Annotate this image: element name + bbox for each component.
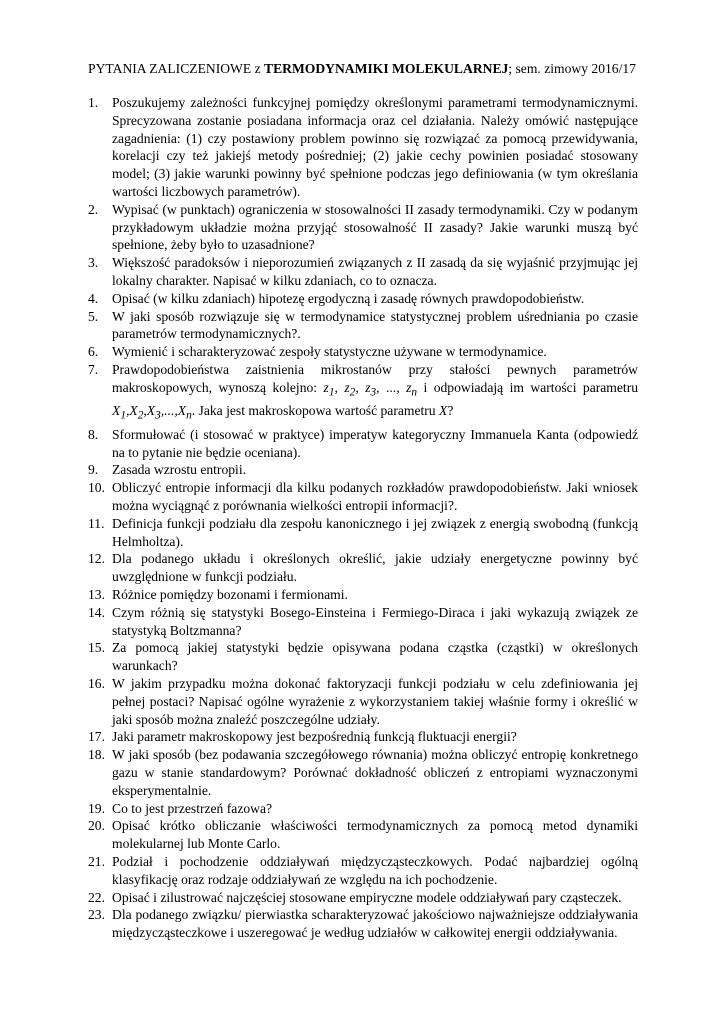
question-text: Opisać i zilustrować najczęściej stosowane empiryczne modele oddziaływań pary cząsteczek. bbox=[112, 889, 622, 905]
question-text: Czym różnią się statystyki Bosego-Einsteina i Fermiego-Diraca i jaki wykazują związek ze statystyką Boltzmanna? bbox=[112, 604, 638, 638]
question-number: 21. bbox=[88, 853, 105, 869]
question-number: 3. bbox=[88, 255, 99, 271]
question-text: Obliczyć entropie informacji dla kilku podanych rozkładów prawdopodobieństw. Jaki wniosek można wyciągnąć z porównania wielkości entropii informacji?. bbox=[112, 480, 638, 513]
question-text: Różnice pomiędzy bozonami i fermionami. bbox=[112, 586, 348, 602]
question-text: Większość paradoksów i nieporozumień związanych z II zasadą da się wyjaśnić przyjmując jej lokalny charakter. Napisać w kilku zdaniach, co to oznacza. bbox=[112, 255, 638, 288]
question-text: Wypisać (w punktach) ograniczenia w stosowalności II zasady termodynamiki. Czy w podanym przykładowym układzie można przyjąć stosowalność II zasady? Jakie warunki muszą być spełnione, żeby było to uzasadnione? bbox=[112, 201, 638, 253]
question-text: ? bbox=[447, 403, 454, 419]
question-number: 22. bbox=[88, 889, 105, 905]
question-item bbox=[88, 746, 638, 799]
question-item bbox=[88, 817, 638, 853]
question-number: 5. bbox=[88, 308, 99, 324]
question-item bbox=[88, 675, 638, 728]
question-item bbox=[88, 604, 638, 640]
question-number: 16. bbox=[88, 675, 105, 691]
question-number: 10. bbox=[88, 480, 105, 496]
question-number: 2. bbox=[88, 201, 99, 217]
question-number: 11. bbox=[88, 515, 105, 531]
question-item bbox=[88, 853, 638, 889]
question-number: 7. bbox=[88, 361, 99, 377]
symbol-zn: $z_n$ bbox=[406, 379, 418, 399]
question-text: Dla podanego związku/ pierwiastka scharakteryzować jakościowo najważniejsze oddziaływania międzycząsteczkowe i uszeregować je według udziałów w całkowitej energii oddziaływania. bbox=[112, 907, 638, 941]
question-item bbox=[88, 290, 638, 308]
question-number: 1. bbox=[88, 95, 99, 110]
title-prefix: PYTANIA ZALICZENIOWE z bbox=[88, 61, 264, 76]
question-number: 6. bbox=[88, 344, 99, 360]
question-number: 15. bbox=[88, 640, 105, 656]
question-item bbox=[88, 461, 638, 479]
symbol-x-series: $X_1,X_2,X_3,...,X_n$ bbox=[112, 403, 192, 422]
question-item bbox=[88, 800, 638, 818]
title-subject: TERMODYNAMIKI MOLEKULARNEJ bbox=[264, 61, 509, 76]
question-text: W jaki sposób rozwiązuje się w termodynamice statystycznej problem uśredniania po czasie parametrów termodynamicznych?. bbox=[112, 308, 638, 342]
question-text: i odpowiadają im wartości parametru bbox=[417, 379, 639, 395]
question-number: 14. bbox=[88, 604, 105, 620]
question-text: Co to jest przestrzeń fazowa? bbox=[112, 800, 273, 816]
question-text: Opisać (w kilku zdaniach) hipotezę ergodyczną i zasadę równych prawdopodobieństw. bbox=[112, 290, 585, 306]
question-text: Sformułować (i stosować w praktyce) imperatyw kategoryczny Immanuela Kanta (odpowiedź na to pytanie nie będzie oceniana). bbox=[112, 426, 638, 460]
question-text: Jaki parametr makroskopowy jest bezpośrednią funkcją fluktuacji energii? bbox=[112, 729, 517, 745]
question-number: 17. bbox=[88, 729, 105, 745]
symbol-z3: $z_3$ bbox=[365, 379, 377, 399]
question-text: Zasada wzrostu entropii. bbox=[112, 462, 247, 478]
question-number: 4. bbox=[88, 290, 99, 306]
question-item: 7. Prawdopodobieństwa zaistnienia mikrostanów przy stałości pewnych parametrów makroskopowych, wynoszą kolejno: $z_1$, $z_2$, $z_3$, ..., $z_n$ i odpowiadają im wartości parametru $X_1,X_2,X_3,...,X_n$. Jaka jest makroskopowa wartość parametru X? bbox=[88, 361, 639, 422]
questions-list bbox=[88, 94, 638, 942]
question-item bbox=[88, 308, 638, 344]
question-text: Wymienić i scharakteryzować zespoły statystyczne używane w termodynamice. bbox=[112, 344, 547, 360]
question-item bbox=[88, 728, 638, 746]
question-text: Za pomocą jakiej statystyki będzie opisywana podana cząstka (cząstki) w określonych warunkach? bbox=[112, 640, 638, 674]
title-suffix: ; sem. zimowy 2016/17 bbox=[508, 61, 636, 76]
question-text: Podział i pochodzenie oddziaływań międzycząsteczkowych. Podać najbardziej ogólną klasyfikację oraz rodzaje oddziaływań ze względu na ich pochodzenie. bbox=[112, 853, 638, 887]
question-number: 20. bbox=[88, 818, 105, 834]
question-item bbox=[88, 586, 638, 604]
question-text: Dla podanego układu i określonych określić, jakie udziały energetyczne powinny być uwzględnione w funkcji podziału. bbox=[112, 551, 638, 585]
page-title bbox=[0, 60, 724, 78]
question-number: 9. bbox=[88, 462, 99, 478]
question-item bbox=[88, 254, 638, 290]
question-item bbox=[88, 515, 638, 551]
question-item bbox=[88, 889, 638, 907]
question-item bbox=[88, 426, 638, 462]
question-item bbox=[88, 479, 638, 515]
question-text: . Jaka jest makroskopowa wartość parametru bbox=[191, 403, 439, 419]
symbol-x: X bbox=[439, 403, 448, 419]
question-item bbox=[88, 550, 638, 586]
question-item bbox=[88, 94, 638, 201]
question-text: Poszukujemy zależności funkcyjnej pomiędzy określonymi parametrami termodynamicznymi. Sprecyzowana zostanie posiadana informacja oraz cel działania. Należy omówić następujące zagadnienia: (1) czy postawiony problem powinno się rozwiązać za pomocą przewidywania, korelacji czy też jakiejś metody pośredniej; (2) jakie cechy powinien posiadać stosowany model; (3) jakie warunki powinny być spełnione podczas jego definiowania (w tym określania wartości liczbowych parametrów). bbox=[112, 95, 638, 199]
question-number: 23. bbox=[88, 907, 105, 923]
question-text: W jaki sposób (bez podawania szczegółowego równania) można obliczyć entropię konkretnego gazu w stanie standardowym? Porównać dokładność obliczeń z entropiami wyznaczonymi eksperymentalnie. bbox=[112, 747, 638, 798]
question-item bbox=[88, 639, 638, 675]
question-item bbox=[88, 343, 638, 361]
question-number: 13. bbox=[88, 586, 105, 602]
question-text: Definicja funkcji podziału dla zespołu kanonicznego i jej związek z energią swobodną (funkcją Helmholtza). bbox=[112, 515, 638, 549]
question-text: W jakim przypadku można dokonać faktoryzacji funkcji podziału w celu zdefiniowania jej pełnej postaci? Napisać ogólne wyrażenie z wykorzystaniem takiej właśnie formy i określić w jaki sposób można znaleźć poszczególne udziały. bbox=[112, 675, 638, 727]
question-number: 12. bbox=[88, 551, 105, 567]
question-item bbox=[88, 906, 638, 942]
question-item bbox=[88, 201, 638, 254]
question-number: 19. bbox=[88, 800, 105, 816]
question-text: Opisać krótko obliczanie właściwości termodynamicznych za pomocą metod dynamiki molekularnej lub Monte Carlo. bbox=[112, 818, 638, 852]
symbol-z2: $z_2$ bbox=[344, 379, 356, 399]
symbol-z1: $z_1$ bbox=[323, 379, 335, 399]
question-text: Prawdopodobieństwa zaistnienia mikrostanów przy stałości pewnych parametrów makroskopowych, wynoszą kolejno: bbox=[112, 361, 638, 395]
question-number: 8. bbox=[88, 426, 99, 442]
question-number: 18. bbox=[88, 747, 105, 763]
